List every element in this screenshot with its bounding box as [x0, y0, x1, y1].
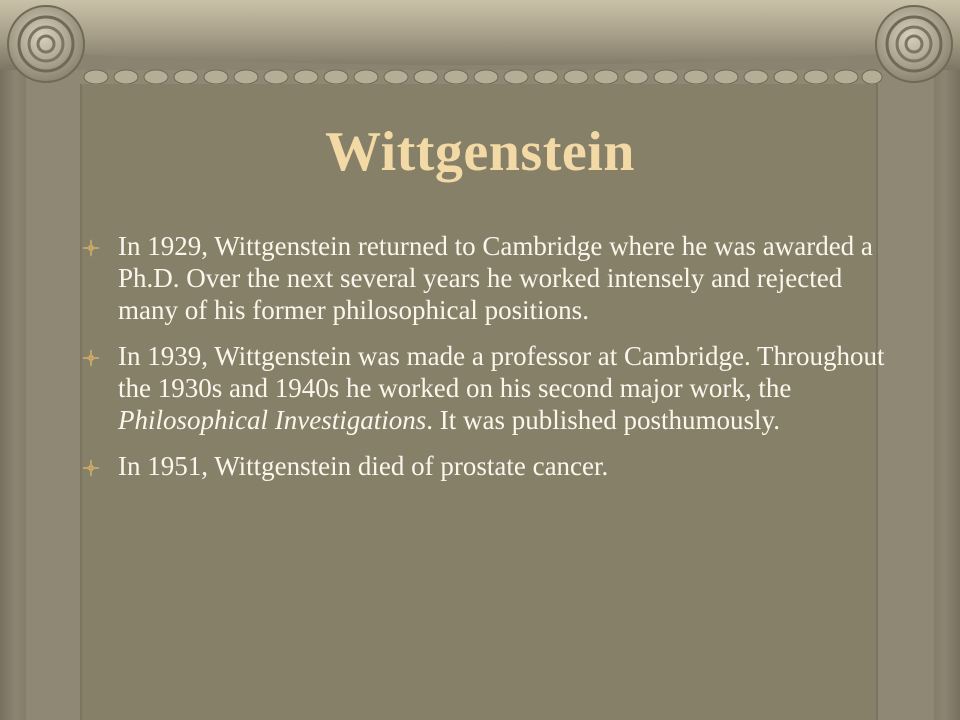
diamond-cross-bullet-icon	[82, 349, 100, 367]
bullet-text: In 1929, Wittgenstein returned to Cambridge where he was awarded a Ph.D. Over the next several years he worked intensely and rejected many of his former philosophical positions.	[118, 231, 873, 325]
bullet-text	[118, 341, 885, 435]
bullet-text-after: . It was published posthumously.	[426, 405, 780, 435]
bullet-list	[118, 230, 888, 496]
ionic-capital-decoration	[0, 0, 960, 86]
bullet-text: In 1951, Wittgenstein died of prostate cancer.	[118, 451, 609, 481]
diamond-cross-bullet-icon	[82, 459, 100, 477]
right-volute-icon	[876, 6, 952, 82]
left-volute-icon	[8, 6, 84, 82]
bullet-text-before: In 1939, Wittgenstein was made a professor at Cambridge. Throughout the 1930s and 1940s he worked on his second major work, the	[118, 341, 885, 403]
book-title-italic: Philosophical Investigations	[118, 405, 427, 435]
slide-title: Wittgenstein	[325, 121, 635, 183]
bullet-item	[118, 230, 888, 326]
diamond-cross-bullet-icon	[82, 239, 100, 257]
right-column-decoration	[934, 0, 960, 720]
left-column-decoration	[0, 0, 26, 720]
bullet-item	[118, 340, 888, 436]
bullet-item	[118, 450, 888, 482]
